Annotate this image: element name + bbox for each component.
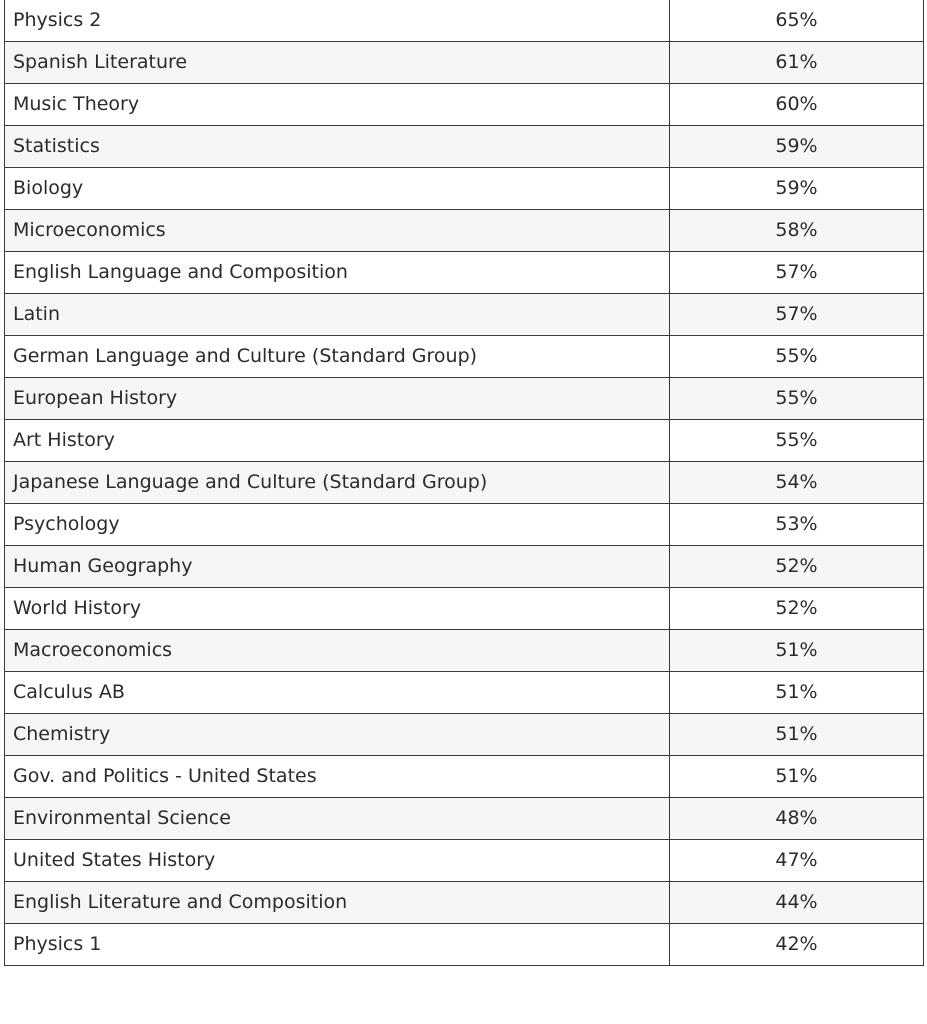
- subject-cell: Chemistry: [5, 714, 670, 756]
- subject-cell: Environmental Science: [5, 798, 670, 840]
- percent-cell: 42%: [670, 924, 924, 966]
- percent-cell: 47%: [670, 840, 924, 882]
- pass-rate-table: [4, 0, 924, 966]
- subject-cell: United States History: [5, 840, 670, 882]
- percent-cell: 59%: [670, 168, 924, 210]
- subject-cell: Physics 1: [5, 924, 670, 966]
- table-row: [5, 924, 924, 966]
- table-row: [5, 672, 924, 714]
- percent-cell: 57%: [670, 294, 924, 336]
- percent-cell: 61%: [670, 42, 924, 84]
- pass-rate-table-container: [4, 0, 923, 966]
- table-body: [5, 0, 924, 966]
- subject-cell: Spanish Literature: [5, 42, 670, 84]
- subject-cell: Japanese Language and Culture (Standard Group): [5, 462, 670, 504]
- table-row: [5, 42, 924, 84]
- table-row: [5, 588, 924, 630]
- percent-cell: 48%: [670, 798, 924, 840]
- percent-cell: 55%: [670, 336, 924, 378]
- percent-cell: 51%: [670, 714, 924, 756]
- subject-cell: Calculus AB: [5, 672, 670, 714]
- table-row: [5, 882, 924, 924]
- subject-cell: Biology: [5, 168, 670, 210]
- table-row: [5, 546, 924, 588]
- table-row: [5, 756, 924, 798]
- table-row: [5, 798, 924, 840]
- subject-cell: Gov. and Politics - United States: [5, 756, 670, 798]
- subject-cell: Statistics: [5, 126, 670, 168]
- table-row: [5, 210, 924, 252]
- percent-cell: 52%: [670, 588, 924, 630]
- percent-cell: 54%: [670, 462, 924, 504]
- subject-cell: Human Geography: [5, 546, 670, 588]
- table-row: [5, 504, 924, 546]
- subject-cell: Microeconomics: [5, 210, 670, 252]
- subject-cell: Macroeconomics: [5, 630, 670, 672]
- table-row: [5, 0, 924, 42]
- table-row: [5, 84, 924, 126]
- percent-cell: 52%: [670, 546, 924, 588]
- percent-cell: 55%: [670, 378, 924, 420]
- table-row: [5, 630, 924, 672]
- percent-cell: 51%: [670, 630, 924, 672]
- percent-cell: 60%: [670, 84, 924, 126]
- subject-cell: English Language and Composition: [5, 252, 670, 294]
- table-row: [5, 462, 924, 504]
- percent-cell: 44%: [670, 882, 924, 924]
- subject-cell: English Literature and Composition: [5, 882, 670, 924]
- table-row: [5, 126, 924, 168]
- subject-cell: Latin: [5, 294, 670, 336]
- table-row: [5, 252, 924, 294]
- subject-cell: Music Theory: [5, 84, 670, 126]
- percent-cell: 53%: [670, 504, 924, 546]
- table-row: [5, 294, 924, 336]
- subject-cell: European History: [5, 378, 670, 420]
- table-row: [5, 378, 924, 420]
- table-row: [5, 420, 924, 462]
- subject-cell: Psychology: [5, 504, 670, 546]
- percent-cell: 55%: [670, 420, 924, 462]
- percent-cell: 59%: [670, 126, 924, 168]
- percent-cell: 65%: [670, 0, 924, 42]
- subject-cell: Physics 2: [5, 0, 670, 42]
- percent-cell: 58%: [670, 210, 924, 252]
- table-row: [5, 336, 924, 378]
- table-row: [5, 840, 924, 882]
- percent-cell: 51%: [670, 672, 924, 714]
- subject-cell: Art History: [5, 420, 670, 462]
- percent-cell: 57%: [670, 252, 924, 294]
- table-row: [5, 168, 924, 210]
- percent-cell: 51%: [670, 756, 924, 798]
- table-row: [5, 714, 924, 756]
- subject-cell: German Language and Culture (Standard Group): [5, 336, 670, 378]
- subject-cell: World History: [5, 588, 670, 630]
